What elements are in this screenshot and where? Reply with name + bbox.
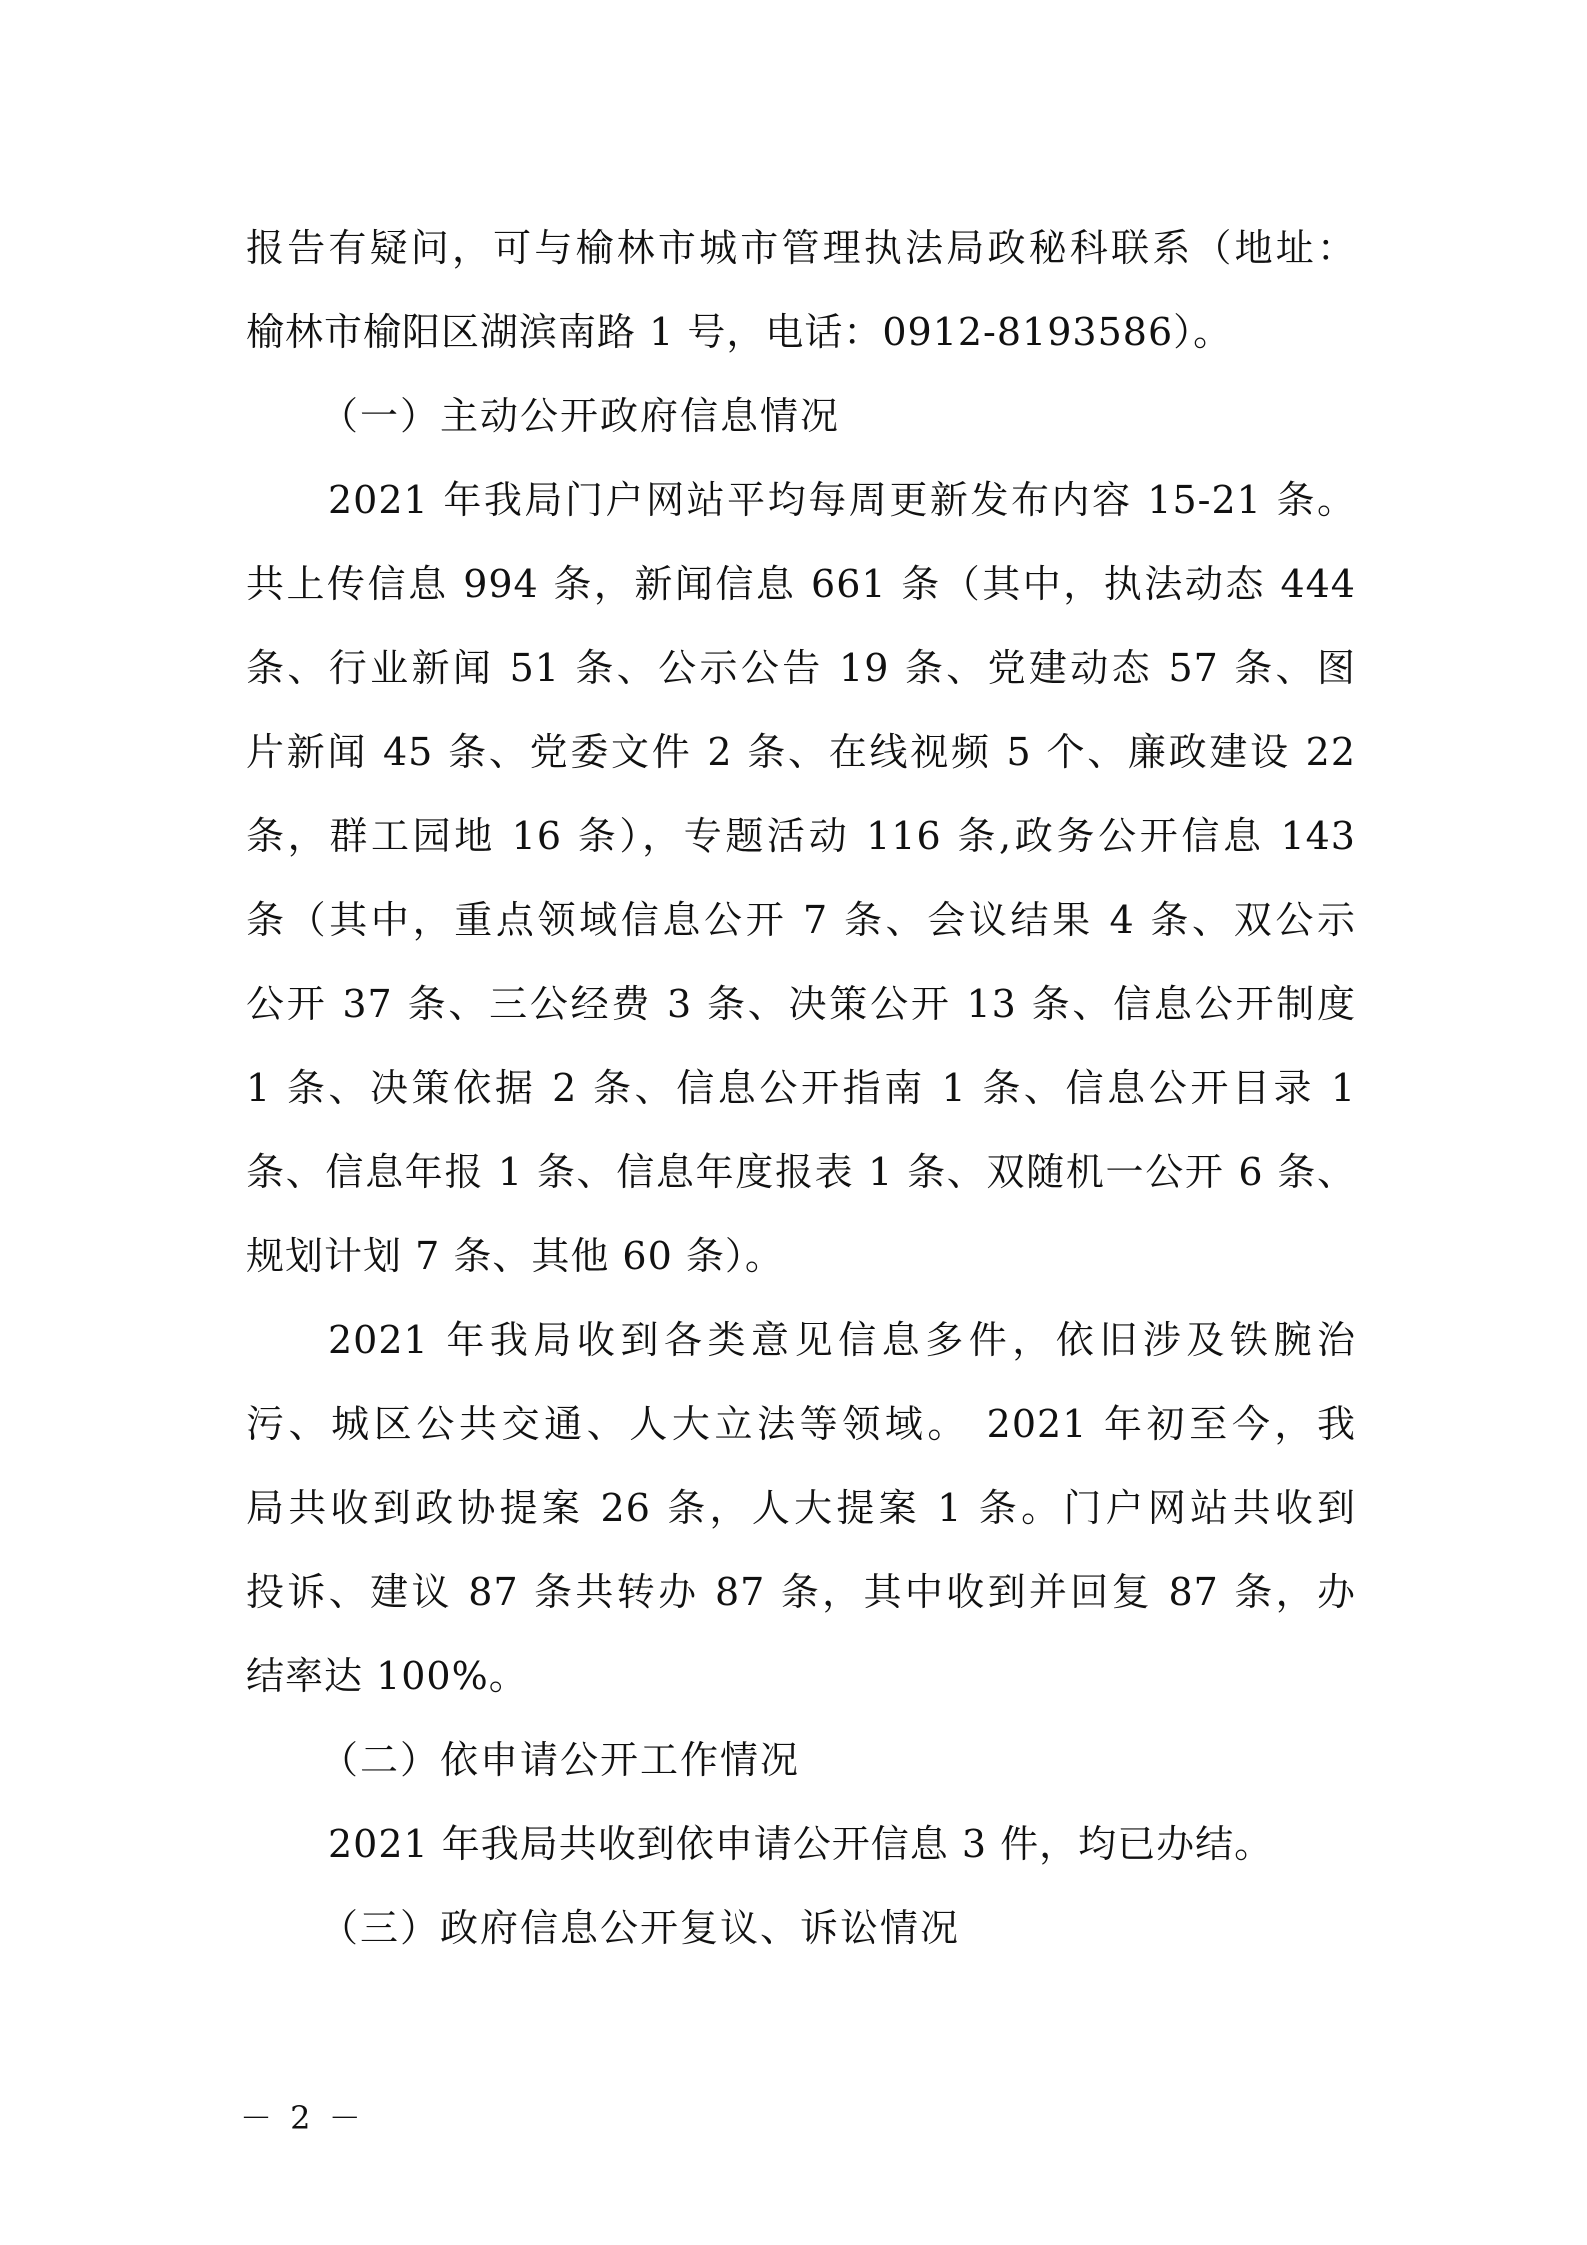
section-heading-3: （三）政府信息公开复议、诉讼情况	[320, 1906, 961, 1950]
paragraph-line: 结率达 100%。	[246, 1654, 528, 1698]
section-heading-2: （二）依申请公开工作情况	[320, 1738, 801, 1782]
paragraph-line: 1 条、决策依据 2 条、信息公开指南 1 条、信息公开目录 1	[246, 1066, 1356, 1110]
paragraph-line: 片新闻 45 条、党委文件 2 条、在线视频 5 个、廉政建设 22	[246, 730, 1356, 774]
paragraph-line: 条、行业新闻 51 条、公示公告 19 条、党建动态 57 条、图	[246, 646, 1356, 690]
paragraph-line: 榆林市榆阳区湖滨南路 1 号，电话：0912-8193586）。	[246, 310, 1233, 354]
paragraph-line: 2021 年我局收到各类意见信息多件，依旧涉及铁腕治	[328, 1318, 1356, 1362]
paragraph-line: 污、城区公共交通、人大立法等领域。 2021 年初至今，我	[246, 1402, 1356, 1446]
paragraph-line: 条（其中，重点领域信息公开 7 条、会议结果 4 条、双公示	[246, 898, 1356, 942]
paragraph-line: 2021 年我局门户网站平均每周更新发布内容 15-21 条。	[328, 478, 1356, 522]
page-number: － 2 －	[240, 2099, 365, 2137]
paragraph-line: 报告有疑问，可与榆林市城市管理执法局政秘科联系（地址：	[246, 226, 1356, 270]
paragraph-line: 条，群工园地 16 条），专题活动 116 条,政务公开信息 143	[246, 814, 1356, 858]
paragraph-line: 投诉、建议 87 条共转办 87 条，其中收到并回复 87 条，办	[246, 1570, 1356, 1614]
paragraph-line: 2021 年我局共收到依申请公开信息 3 件，均已办结。	[328, 1822, 1274, 1866]
paragraph-line: 局共收到政协提案 26 条，人大提案 1 条。门户网站共收到	[246, 1486, 1356, 1530]
section-heading-1: （一）主动公开政府信息情况	[320, 394, 841, 438]
paragraph-line: 公开 37 条、三公经费 3 条、决策公开 13 条、信息公开制度	[246, 982, 1356, 1026]
paragraph-line: 共上传信息 994 条，新闻信息 661 条（其中，执法动态 444	[246, 562, 1356, 606]
paragraph-line: 规划计划 7 条、其他 60 条）。	[246, 1234, 784, 1278]
paragraph-line: 条、信息年报 1 条、信息年度报表 1 条、双随机一公开 6 条、	[246, 1150, 1356, 1194]
